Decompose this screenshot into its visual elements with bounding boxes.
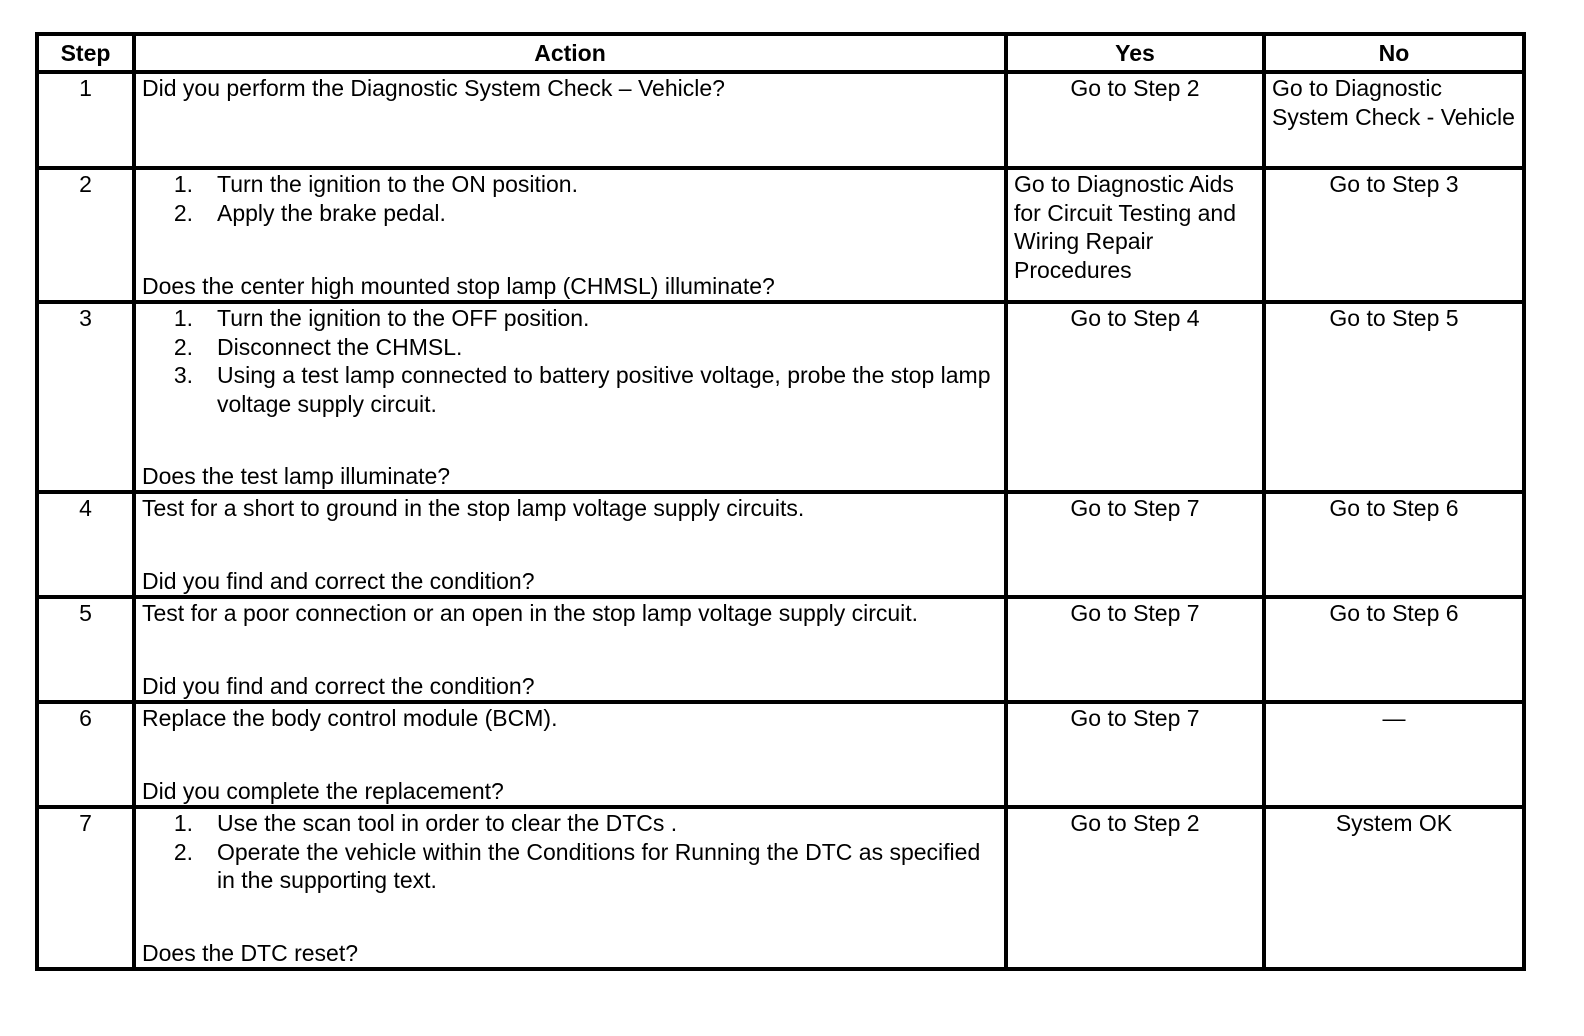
list-item: 2. Disconnect the CHMSL. (173, 333, 463, 360)
table-row (37, 492, 1524, 597)
action-cell (134, 168, 1006, 302)
no-cell: Go to Step 5 (1264, 302, 1524, 492)
no-cell: — (1264, 702, 1524, 807)
step-number: 7 (37, 807, 134, 969)
action-question: Does the center high mounted stop lamp (CHMSL) illuminate? (142, 272, 775, 299)
table-row (37, 72, 1524, 168)
no-cell: System OK (1264, 807, 1524, 969)
action-cell (134, 492, 1006, 597)
list-item: 2. Operate the vehicle within the Conditions for Running the DTC as specified in the supporting text. (173, 838, 981, 893)
substep-list (142, 170, 998, 227)
action-question: Did you find and correct the condition? (142, 567, 535, 594)
header-no: No (1264, 34, 1524, 72)
action-cell (134, 597, 1006, 702)
action-instruction: Test for a short to ground in the stop lamp voltage supply circuits. (142, 495, 805, 521)
list-item: 1. Use the scan tool in order to clear the DTCs . (173, 810, 678, 836)
action-cell (134, 702, 1006, 807)
list-item: 2. Apply the brake pedal. (173, 199, 446, 226)
no-cell: Go to Step 6 (1264, 597, 1524, 702)
action-instruction: Test for a poor connection or an open in the stop lamp voltage supply circuit. (142, 600, 919, 626)
step-number: 5 (37, 597, 134, 702)
action-question: Does the test lamp illuminate? (142, 462, 451, 489)
step-number: 1 (37, 72, 134, 168)
yes-cell: Go to Diagnostic Aids for Circuit Testing and Wiring Repair Procedures (1006, 168, 1264, 302)
action-cell (134, 72, 1006, 168)
yes-cell: Go to Step 4 (1006, 302, 1264, 492)
step-number: 4 (37, 492, 134, 597)
yes-cell: Go to Step 2 (1006, 807, 1264, 969)
list-item: 1. Turn the ignition to the ON position. (173, 171, 578, 197)
table-row (37, 597, 1524, 702)
yes-cell: Go to Step 2 (1006, 72, 1264, 168)
step-number: 3 (37, 302, 134, 492)
table-row (37, 702, 1524, 807)
action-cell (134, 807, 1006, 969)
header-yes: Yes (1006, 34, 1264, 72)
action-question: Did you find and correct the condition? (142, 672, 535, 699)
diagnostic-table (35, 32, 1526, 971)
header-action: Action (134, 34, 1006, 72)
action-cell (134, 302, 1006, 492)
yes-cell: Go to Step 7 (1006, 492, 1264, 597)
step-number: 2 (37, 168, 134, 302)
list-item: 1. Turn the ignition to the OFF position. (173, 305, 590, 331)
table-header-row (37, 34, 1524, 72)
substep-list (142, 304, 998, 418)
substep-list (142, 809, 998, 895)
table-row (37, 302, 1524, 492)
header-step: Step (37, 34, 134, 72)
action-question: Did you perform the Diagnostic System Check – Vehicle? (142, 75, 725, 101)
yes-cell: Go to Step 7 (1006, 702, 1264, 807)
no-cell: Go to Step 6 (1264, 492, 1524, 597)
action-instruction: Replace the body control module (BCM). (142, 705, 558, 731)
table-row (37, 807, 1524, 969)
table-row (37, 168, 1524, 302)
action-question: Did you complete the replacement? (142, 777, 504, 804)
step-number: 6 (37, 702, 134, 807)
action-question: Does the DTC reset? (142, 939, 359, 966)
list-item: 3. Using a test lamp connected to battery positive voltage, probe the stop lamp voltage supply circuit. (173, 362, 991, 417)
no-cell: Go to Diagnostic System Check - Vehicle (1264, 72, 1524, 168)
yes-cell: Go to Step 7 (1006, 597, 1264, 702)
no-cell: Go to Step 3 (1264, 168, 1524, 302)
